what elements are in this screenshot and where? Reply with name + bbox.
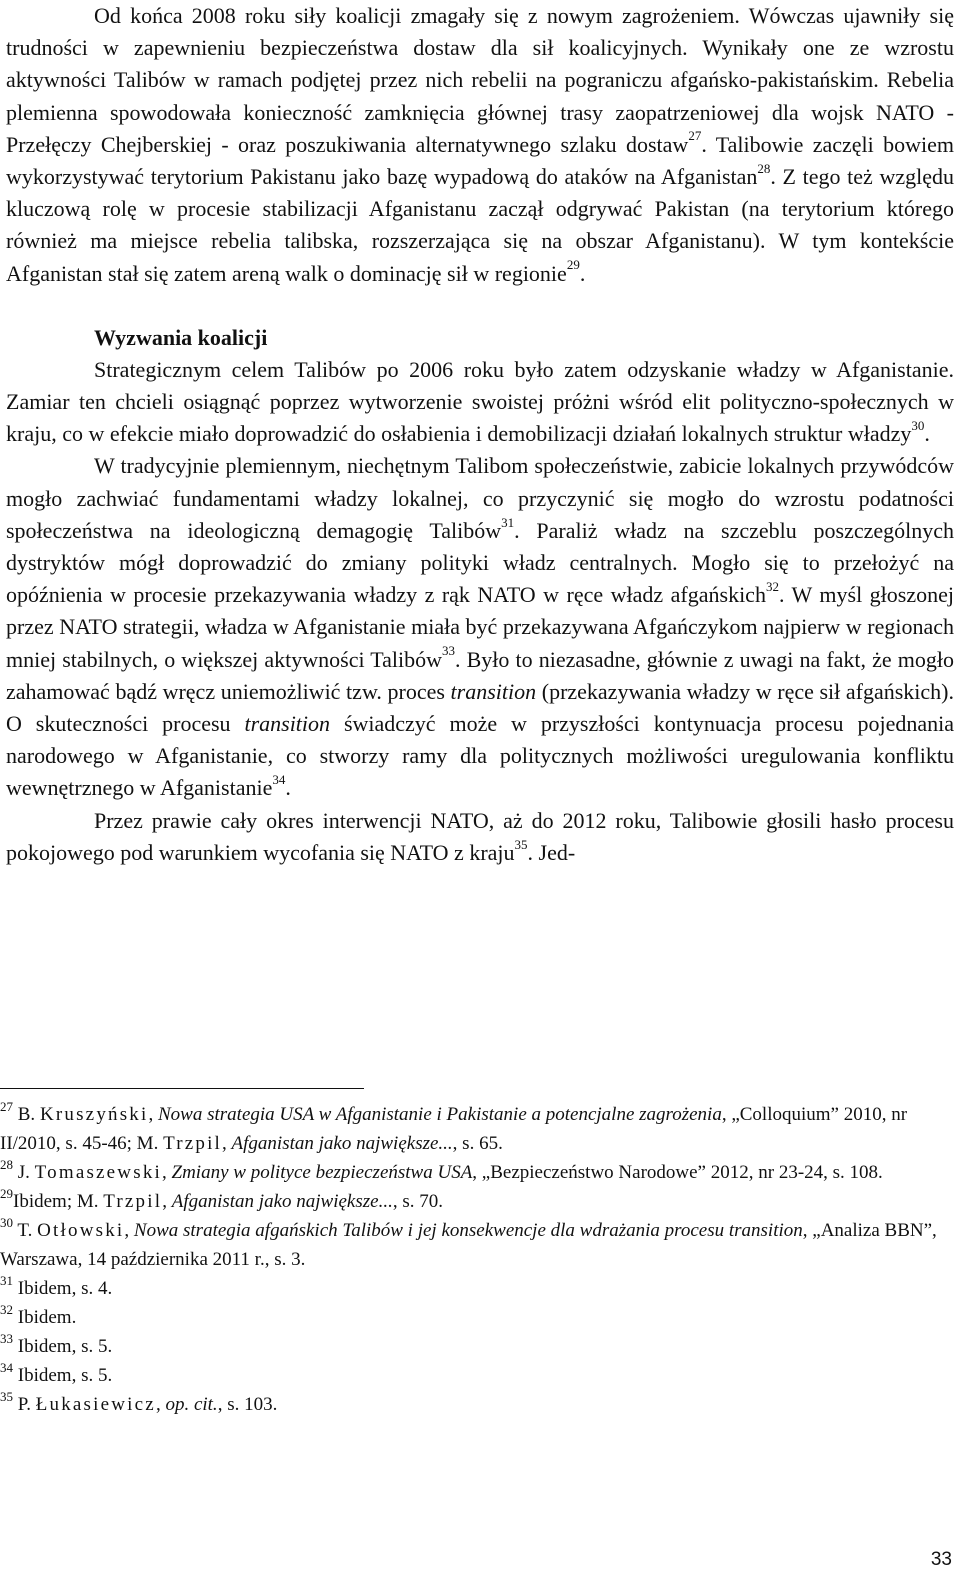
footnote-28 <box>0 1158 948 1187</box>
footnote-ref[interactable]: 35 <box>514 836 528 852</box>
fn-text: , „Bezpieczeństwo Narodowe” 2012, nr 23-24, s. 108. <box>472 1162 883 1183</box>
text-run: . Paraliż władz na szczeblu poszczególnych dystryktów mógł doprowadzić do zmiany polityki władz centralnych. Mogło się to przełożyć na opóźnienia w procesie przekazywania władzy z rąk NATO w ręce władz afgańskich <box>6 517 955 608</box>
fn-text: , <box>148 1104 158 1125</box>
fn-text: Ibidem, s. 4. <box>17 1278 113 1299</box>
fn-text: , <box>162 1191 172 1212</box>
footnote-ref[interactable]: 34 <box>272 772 286 788</box>
text-run: W tradycyjnie plemiennym, niechętnym Talibom społeczeństwie, zabicie lokalnych przywódców mogło zachwiać fundamentami władzy lokalnej, co przyczynić się mogło do wzrostu podatności społeczeństwa na ideologiczną demagogię Talibów <box>6 453 954 543</box>
text-run: świadczyć może w przyszłości kontynuacja procesu pojednania narodowego w Afganistanie, co stworzy ramy dla politycznych możliwości uregulowania konfliktu wewnętrznego w Afganistanie <box>6 711 954 801</box>
footnotes <box>0 1100 948 1419</box>
document-page <box>6 0 954 869</box>
footnote-ref[interactable]: 33 <box>442 643 456 659</box>
fn-text: , „Analiza BBN”, Warszawa, 14 października 2011 r., s. 3. <box>0 1220 937 1270</box>
fn-author: Kruszyński <box>39 1104 149 1125</box>
fn-text: P. <box>17 1394 36 1415</box>
footnote-ref[interactable]: 28 <box>757 160 771 176</box>
fn-text: T. <box>17 1220 38 1241</box>
text-run: Od końca 2008 roku siły koalicji zmagały się z nowym zagrożeniem. Wówczas ujawniły się trudności w zapewnieniu bezpieczeństwa dostaw dla sił koalicyjnych. Wynikały one ze wzrostu aktywności Talibów w ramach podjętej przez nich rebelii na pograniczu afgańsko-pakistańskim. Rebelia plemienna spowodowała konieczność zamknięcia głównej trasy zaopatrzeniowej dla wojsk NATO - Przełęczy Chejberskiej - oraz poszukiwania alternatywnego szlaku dostaw <box>6 3 954 157</box>
footnote-number: 30 <box>0 1214 13 1230</box>
fn-text: Ibidem. <box>17 1307 77 1328</box>
footnote-ref[interactable]: 30 <box>911 417 925 433</box>
fn-title: Nowa strategia USA w Afganistanie i Pakistanie a potencjalne zagrożenia <box>158 1104 722 1125</box>
text-run: . Z tego też względu kluczową rolę w procesie stabilizacji Afganistanu zaczął odgrywać Pakistan (na terytorium którego również ma miejsce rebelia talibska, rozszerzająca się na obszar Afganistanu). W tym kontekście Afganistan stał się zatem areną walk o dominację sił w regionie <box>6 164 954 286</box>
footnote-number: 29 <box>0 1185 13 1201</box>
fn-author: Łukasiewicz <box>35 1394 156 1415</box>
footnote-number: 31 <box>0 1272 13 1288</box>
footnote-30 <box>0 1216 948 1274</box>
footnote-34 <box>0 1361 948 1390</box>
fn-title: Afganistan jako największe... <box>171 1191 393 1212</box>
footnote-number: 35 <box>0 1388 13 1404</box>
footnote-32 <box>0 1303 948 1332</box>
italic-term: transition <box>244 711 331 737</box>
paragraph-4 <box>6 805 954 869</box>
fn-text: Ibidem, s. 5. <box>17 1365 113 1386</box>
text-run: (przekazywania władzy w ręce sił afgańskich). O skuteczności procesu <box>6 678 954 737</box>
footnote-separator <box>0 1088 364 1089</box>
fn-text: B. <box>17 1104 40 1125</box>
fn-text: , s. 103. <box>217 1394 278 1415</box>
main-text <box>6 0 954 869</box>
text-run: . Jed- <box>527 839 576 865</box>
fn-title: op. cit. <box>165 1394 218 1415</box>
fn-text: , <box>124 1220 134 1241</box>
text-run: . <box>579 260 586 286</box>
fn-text: J. <box>17 1162 35 1183</box>
footnote-number: 34 <box>0 1359 13 1375</box>
fn-text: , <box>155 1394 166 1415</box>
footnote-ref[interactable]: 31 <box>501 514 515 530</box>
fn-title: Zmiany w polityce bezpieczeństwa USA <box>171 1162 473 1183</box>
page-number: 33 <box>930 1549 952 1570</box>
fn-author: Otłowski <box>37 1220 125 1241</box>
fn-author: Trzpil <box>103 1191 163 1212</box>
fn-title: Nowa strategia afgańskich Talibów i jej konsekwencje dla wdrażania procesu transition <box>133 1220 803 1241</box>
fn-author: Trzpil <box>163 1133 223 1154</box>
fn-text: , s. 65. <box>452 1133 503 1154</box>
paragraph-2 <box>6 354 954 451</box>
footnote-number: 28 <box>0 1156 13 1172</box>
fn-text: Ibidem, s. 5. <box>17 1336 113 1357</box>
footnote-ref[interactable]: 29 <box>566 257 580 273</box>
fn-text: Ibidem; M. <box>13 1191 104 1212</box>
text-run: . <box>924 421 930 447</box>
footnote-27 <box>0 1100 948 1158</box>
text-run: . Było to niezasadne, głównie z uwagi na fakt, że mogło zahamować bądź wręcz uniemożliwić tzw. proces <box>6 646 954 704</box>
paragraph-3 <box>6 450 954 804</box>
footnote-31 <box>0 1274 948 1303</box>
text-run: Strategicznym celem Talibów po 2006 roku było zatem odzyskanie władzy w Afganistanie. Zamiar ten chcieli osiągnąć poprzez wytworzenie swoistej próżni wśród elit polityczno-społecznych w kraju, co w efekcie miało doprowadzić do osłabienia i demobilizacji działań lokalnych struktur władzy <box>6 356 954 447</box>
fn-text: , „Colloquium” 2010, nr II/2010, s. 45-46; M. <box>0 1104 908 1154</box>
fn-text: , <box>162 1162 172 1183</box>
footnote-number: 33 <box>0 1330 13 1346</box>
text-run: . W myśl głoszonej przez NATO strategii, władza w Afganistanie miała być przekazywana Afgańczykom najpierw w regionach mniej stabilnych, o większej aktywności Talibów <box>6 582 954 672</box>
italic-term: transition <box>450 678 537 704</box>
footnote-ref[interactable]: 27 <box>688 128 702 144</box>
section-heading: Wyzwania koalicji <box>94 324 268 350</box>
footnote-35 <box>0 1390 948 1419</box>
fn-text: , <box>222 1133 232 1154</box>
footnote-29 <box>0 1187 948 1216</box>
fn-title: Afganistan jako największe... <box>231 1133 453 1154</box>
footnote-33 <box>0 1332 948 1361</box>
footnote-number: 27 <box>0 1098 13 1114</box>
fn-author: Tomaszewski <box>34 1162 163 1183</box>
paragraph-1 <box>6 0 954 290</box>
footnote-ref[interactable]: 32 <box>765 578 779 594</box>
text-run: . Talibowie zaczęli bowiem wykorzystywać terytorium Pakistanu jako bazę wypadową do ataków na Afganistan <box>6 131 954 190</box>
footnote-number: 32 <box>0 1301 13 1317</box>
text-run: Przez prawie cały okres interwencji NATO, aż do 2012 roku, Talibowie głosili hasło procesu pokojowego pod warunkiem wycofania się NATO z kraju <box>6 807 954 865</box>
text-run: . <box>285 775 291 801</box>
fn-text: , s. 70. <box>392 1191 443 1212</box>
